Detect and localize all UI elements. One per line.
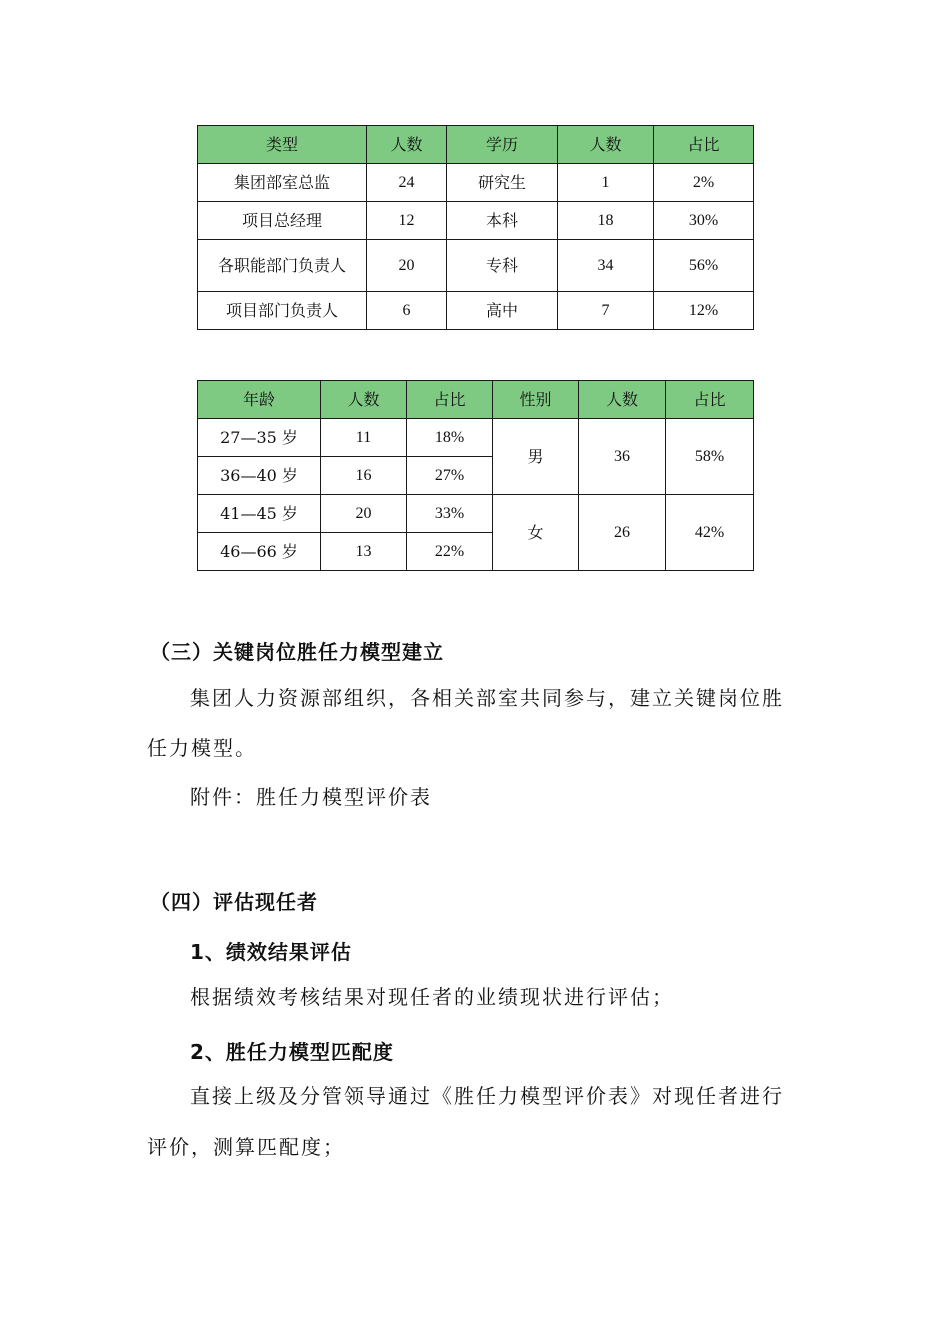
table-cell: 专科 — [447, 240, 558, 292]
age-gender-table — [197, 380, 754, 571]
header-cell: 人数 — [321, 381, 407, 419]
table-cell: 26 — [579, 495, 666, 571]
table-cell: 46—66 岁 — [198, 533, 321, 571]
header-cell: 人数 — [367, 126, 447, 164]
section4-heading: （四）评估现任者 — [150, 890, 318, 914]
table-cell: 18 — [558, 202, 654, 240]
header-cell: 占比 — [407, 381, 493, 419]
table-cell: 33% — [407, 495, 493, 533]
table-row — [198, 202, 754, 240]
table-cell: 男 — [493, 419, 579, 495]
table-cell: 1 — [558, 164, 654, 202]
table-cell: 项目部门负责人 — [198, 292, 367, 330]
table-cell: 11 — [321, 419, 407, 457]
table-cell: 7 — [558, 292, 654, 330]
table-cell: 6 — [367, 292, 447, 330]
header-cell: 学历 — [447, 126, 558, 164]
table-cell: 18% — [407, 419, 493, 457]
table-cell: 27% — [407, 457, 493, 495]
table-cell: 27—35 岁 — [198, 419, 321, 457]
section3-paragraph-line2: 任力模型。 — [147, 736, 257, 760]
table-row — [198, 292, 754, 330]
table-header-row — [198, 381, 754, 419]
table-cell: 20 — [367, 240, 447, 292]
table-header-row — [198, 126, 754, 164]
header-cell: 人数 — [558, 126, 654, 164]
table-cell: 12% — [654, 292, 754, 330]
table-cell: 30% — [654, 202, 754, 240]
table-cell: 13 — [321, 533, 407, 571]
table-cell: 16 — [321, 457, 407, 495]
table-cell: 2% — [654, 164, 754, 202]
header-cell: 占比 — [654, 126, 754, 164]
header-cell: 类型 — [198, 126, 367, 164]
table-cell: 各职能部门负责人 — [198, 240, 367, 292]
table-row — [198, 419, 754, 457]
table-cell: 女 — [493, 495, 579, 571]
table-cell: 20 — [321, 495, 407, 533]
table-cell: 42% — [666, 495, 754, 571]
table-cell: 36 — [579, 419, 666, 495]
table-cell: 项目总经理 — [198, 202, 367, 240]
subsection2-line1: 直接上级及分管领导通过《胜任力模型评价表》对现任者进行 — [190, 1084, 784, 1108]
table-cell: 研究生 — [447, 164, 558, 202]
section3-paragraph-line1: 集团人力资源部组织，各相关部室共同参与，建立关键岗位胜 — [190, 686, 784, 710]
header-cell: 年龄 — [198, 381, 321, 419]
table-cell: 56% — [654, 240, 754, 292]
table-cell: 22% — [407, 533, 493, 571]
table-cell: 36—40 岁 — [198, 457, 321, 495]
table-cell: 本科 — [447, 202, 558, 240]
table-cell: 高中 — [447, 292, 558, 330]
subsection2-line2: 评价，测算匹配度； — [147, 1135, 345, 1159]
table-row — [198, 164, 754, 202]
header-cell: 占比 — [666, 381, 754, 419]
table-cell: 集团部室总监 — [198, 164, 367, 202]
table-cell: 24 — [367, 164, 447, 202]
table-row — [198, 495, 754, 533]
subsection2-title: 2、胜任力模型匹配度 — [190, 1040, 394, 1064]
section3-heading: （三）关键岗位胜任力模型建立 — [150, 640, 444, 664]
table-cell: 12 — [367, 202, 447, 240]
table-cell: 58% — [666, 419, 754, 495]
header-cell: 性别 — [493, 381, 579, 419]
attachment-note: 附件：胜任力模型评价表 — [190, 785, 432, 809]
subsection1-title: 1、绩效结果评估 — [190, 940, 352, 964]
table-row — [198, 240, 754, 292]
table-cell: 41—45 岁 — [198, 495, 321, 533]
position-education-table — [197, 125, 754, 330]
subsection1-text: 根据绩效考核结果对现任者的业绩现状进行评估； — [190, 985, 674, 1009]
table-cell: 34 — [558, 240, 654, 292]
header-cell: 人数 — [579, 381, 666, 419]
